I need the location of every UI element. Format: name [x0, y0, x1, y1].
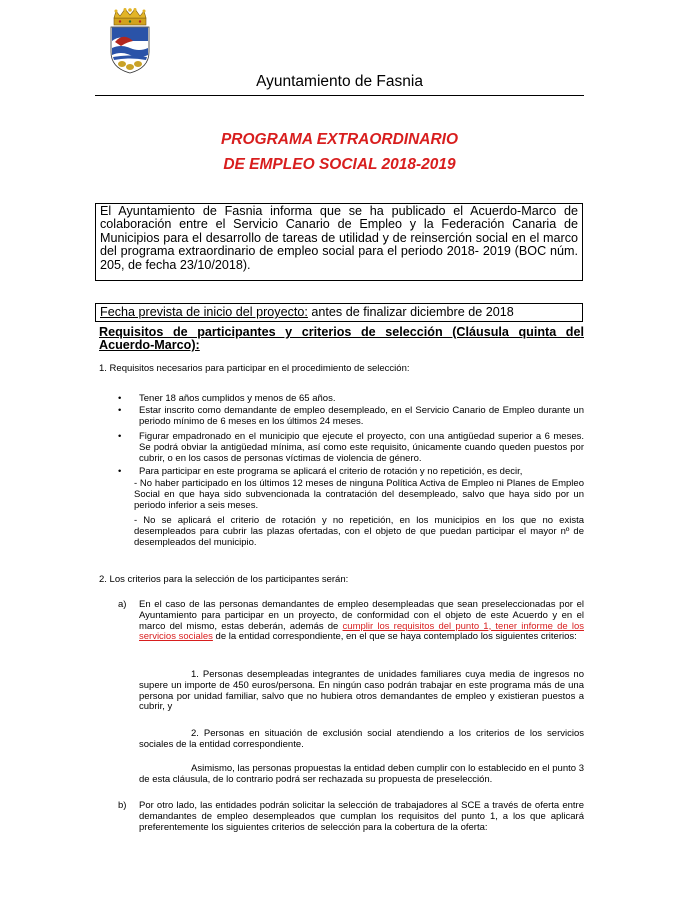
start-date-label: Fecha prevista de inicio del proyecto: [100, 305, 308, 319]
requirements-heading [99, 326, 584, 353]
bullet-dot: • [118, 466, 122, 477]
item-a-highlight: cumplir los requisitos del punto 1, tener informe de los servicios sociales [139, 620, 584, 643]
item-a-text-before: En el caso de las personas demandantes de empleo desempleadas que sean preseleccionadas por el Ayuntamiento para participar en un proyecto, de conformidad con el objeto de este Acuerdo y en el marco del mismo, estas deberán, además de [139, 599, 584, 632]
item-a-label: a) [118, 599, 127, 610]
list-item: Figurar empadronado en el municipio que ejecute el proyecto, con una antigüedad superior a 6 meses. Se podrá obviar la antigüedad mínima, así como este requisito, únicamente cuando queden puestos por cubrir, o en los casos de personas víctimas de violencia de género. [139, 431, 584, 464]
item-a-text-after: de la entidad correspondiente, en el que se haya contemplado los siguientes criterios: [212, 631, 577, 643]
section1-heading: 1. Requisitos necesarios para participar en el procedimiento de selección: [99, 363, 410, 374]
dash-item: - No se aplicará el criterio de rotación y no repetición, en los municipios en los que no exista desempleados para cubrir las plazas ofertadas, con el objeto de que puedan participar el mayor nº de desempleados del municipio. [134, 515, 584, 548]
list-item: Estar inscrito como demandante de empleo desempleado, en el Servicio Canario de Empleo durante un periodo mínimo de 6 meses en los últimos 24 meses. [139, 405, 584, 427]
intro-box [95, 203, 583, 281]
list-item: Para participar en este programa se aplicará el criterio de rotación y no repetición, es decir, [139, 466, 523, 477]
start-date-value: antes de finalizar diciembre de 2018 [307, 305, 514, 319]
asimismo-paragraph: Asimismo, las personas propuestas la entidad deben cumplir con lo establecido en el punto 3 de esta cláusula, de lo contrario podrá ser rechazada su propuesta de preselección. [139, 763, 584, 785]
list-item: Tener 18 años cumplidos y menos de 65 años. [139, 393, 336, 404]
criterion-1: 1. Personas desempleadas integrantes de unidades familiares cuya media de ingresos no supere un importe de 450 euros/persona. En ningún caso podrán trabajar en este programa más de una persona por unidad familiar, salvo que no hubiera otros demandantes de empleo y existieran puestos a cubrir, y [139, 669, 584, 713]
item-b-text: Por otro lado, las entidades podrán solicitar la selección de trabajadores al SCE a través de oferta entre demandantes de empleo desempleados que cumplan los requisitos del punto 1, a los que aplicará preferentemente los siguientes criterios de selección para la cobertura de la oferta: [139, 800, 584, 833]
bullet-dot: • [118, 393, 122, 404]
criterion-2: 2. Personas en situación de exclusión social atendiendo a los criterios de los servicios sociales de la entidad correspondiente. [139, 728, 584, 750]
header-divider [95, 95, 584, 96]
item-a-text [139, 600, 584, 643]
section2-heading: 2. Los criterios para la selección de los participantes serán: [99, 574, 349, 585]
header-title: Ayuntamiento de Fasnia [256, 73, 423, 90]
program-title-line1: PROGRAMA EXTRAORDINARIO [220, 131, 459, 148]
dash-item: - No haber participado en los últimos 12 meses de ninguna Política Activa de Empleo ni Planes de Empleo Social en que haya sido subvencionada la contratación del desempleado, salvo que haya sido por un periodo inferior a seis meses. [134, 478, 584, 511]
bullet-dot: • [118, 405, 122, 416]
program-title-line2: DE EMPLEO SOCIAL 2018-2019 [223, 156, 456, 173]
requirements-heading-text: Requisitos de participantes y criterios de selección (Cláusula quinta del Acuerdo-Marco): [99, 325, 584, 353]
item-b-label: b) [118, 800, 127, 811]
intro-text: El Ayuntamiento de Fasnia informa que se ha publicado el Acuerdo-Marco de colaboración entre el Servicio Canario de Empleo y la Federación Canaria de Municipios para el desarrollo de tareas de utilidad y de reinserción social en el marco del programa extraordinario de empleo social para el periodo 2018- 2019 (BOC núm. 205, de fecha 23/10/2018). [100, 204, 578, 272]
start-date-box [95, 303, 583, 322]
bullet-dot: • [118, 431, 122, 442]
coat-of-arms-icon [107, 8, 153, 74]
